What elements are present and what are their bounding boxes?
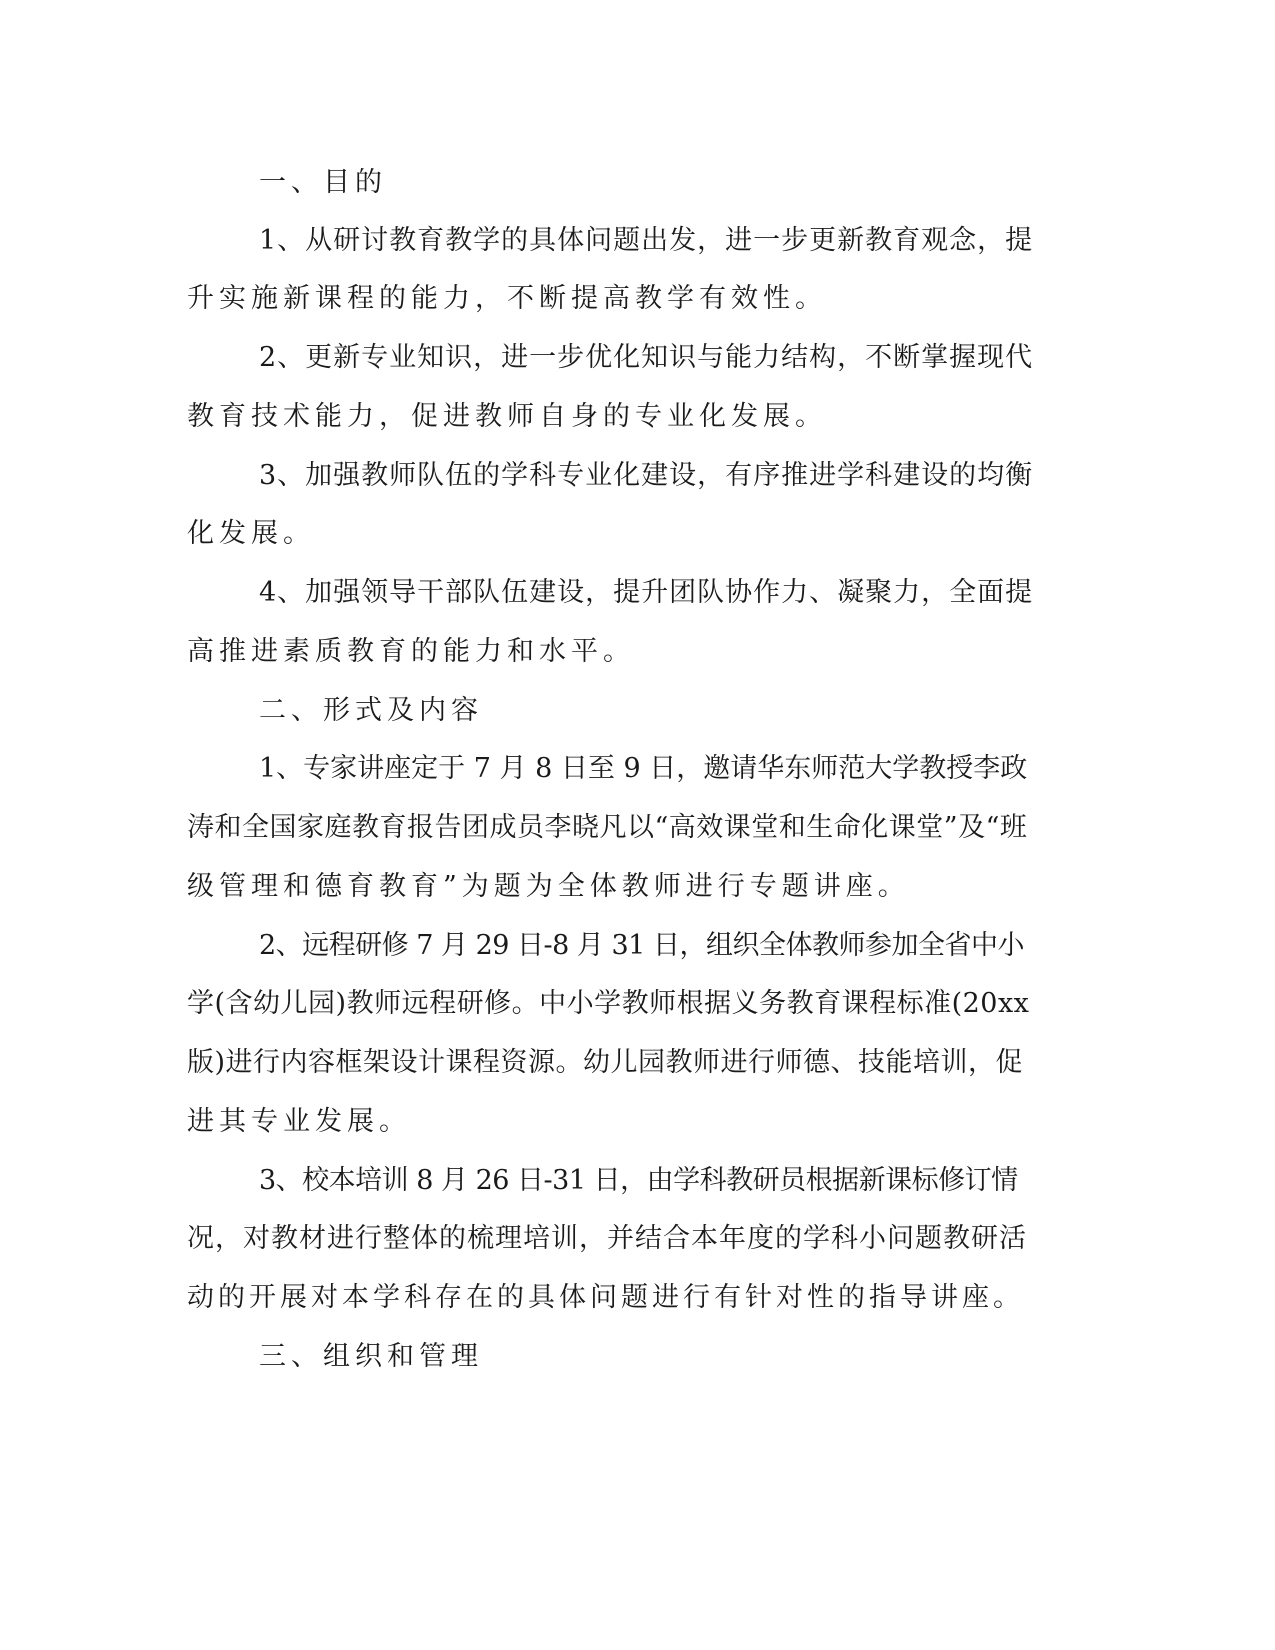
paragraph-line: 2、更新专业知识，进一步优化知识与能力结构，不断掌握现代: [259, 342, 1034, 373]
section-heading-form-content: 二、形式及内容: [259, 695, 483, 726]
paragraph-line: 4、加强领导干部队伍建设，提升团队协作力、凝聚力，全面提: [259, 577, 1034, 608]
paragraph-line: 1、从研讨教育教学的具体问题出发，进一步更新教育观念，提: [259, 225, 1034, 256]
paragraph-line: 1、专家讲座定于 7 月 8 日至 9 日，邀请华东师范大学教授李政: [259, 753, 1028, 784]
paragraph-line: 3、校本培训 8 月 26 日-31 日，由学科教研员根据新课标修订情: [259, 1165, 1018, 1196]
section-heading-purpose: 一、目的: [259, 167, 387, 198]
section-heading-organization: 三、组织和管理: [259, 1341, 483, 1372]
paragraph-line: 2、远程研修 7 月 29 日-8 月 31 日，组织全体教师参加全省中小: [259, 930, 1024, 961]
paragraph-line: 况，对教材进行整体的梳理培训，并结合本年度的学科小问题教研活: [187, 1223, 1027, 1254]
paragraph-line: 版)进行内容框架设计课程资源。幼儿园教师进行师德、技能培训，促: [187, 1047, 1024, 1078]
paragraph-line: 进其专业发展。: [187, 1106, 411, 1137]
paragraph-line: 学(含幼儿园)教师远程研修。中小学教师根据义务教育课程标准(20xx: [187, 988, 1030, 1019]
paragraph-line: 高推进素质教育的能力和水平。: [187, 636, 635, 667]
paragraph-line: 升实施新课程的能力，不断提高教学有效性。: [187, 283, 827, 314]
paragraph-line: 3、加强教师队伍的学科专业化建设，有序推进学科建设的均衡: [259, 460, 1034, 491]
paragraph-line: 涛和全国家庭教育报告团成员李晓凡以“高效课堂和生命化课堂”及“班: [187, 812, 1028, 843]
paragraph-line: 级管理和德育教育”为题为全体教师进行专题讲座。: [187, 871, 910, 902]
paragraph-line: 教育技术能力，促进教师自身的专业化发展。: [187, 401, 827, 432]
paragraph-line: 化发展。: [187, 518, 315, 549]
paragraph-line: 动的开展对本学科存在的具体问题进行有针对性的指导讲座。: [187, 1282, 1024, 1313]
